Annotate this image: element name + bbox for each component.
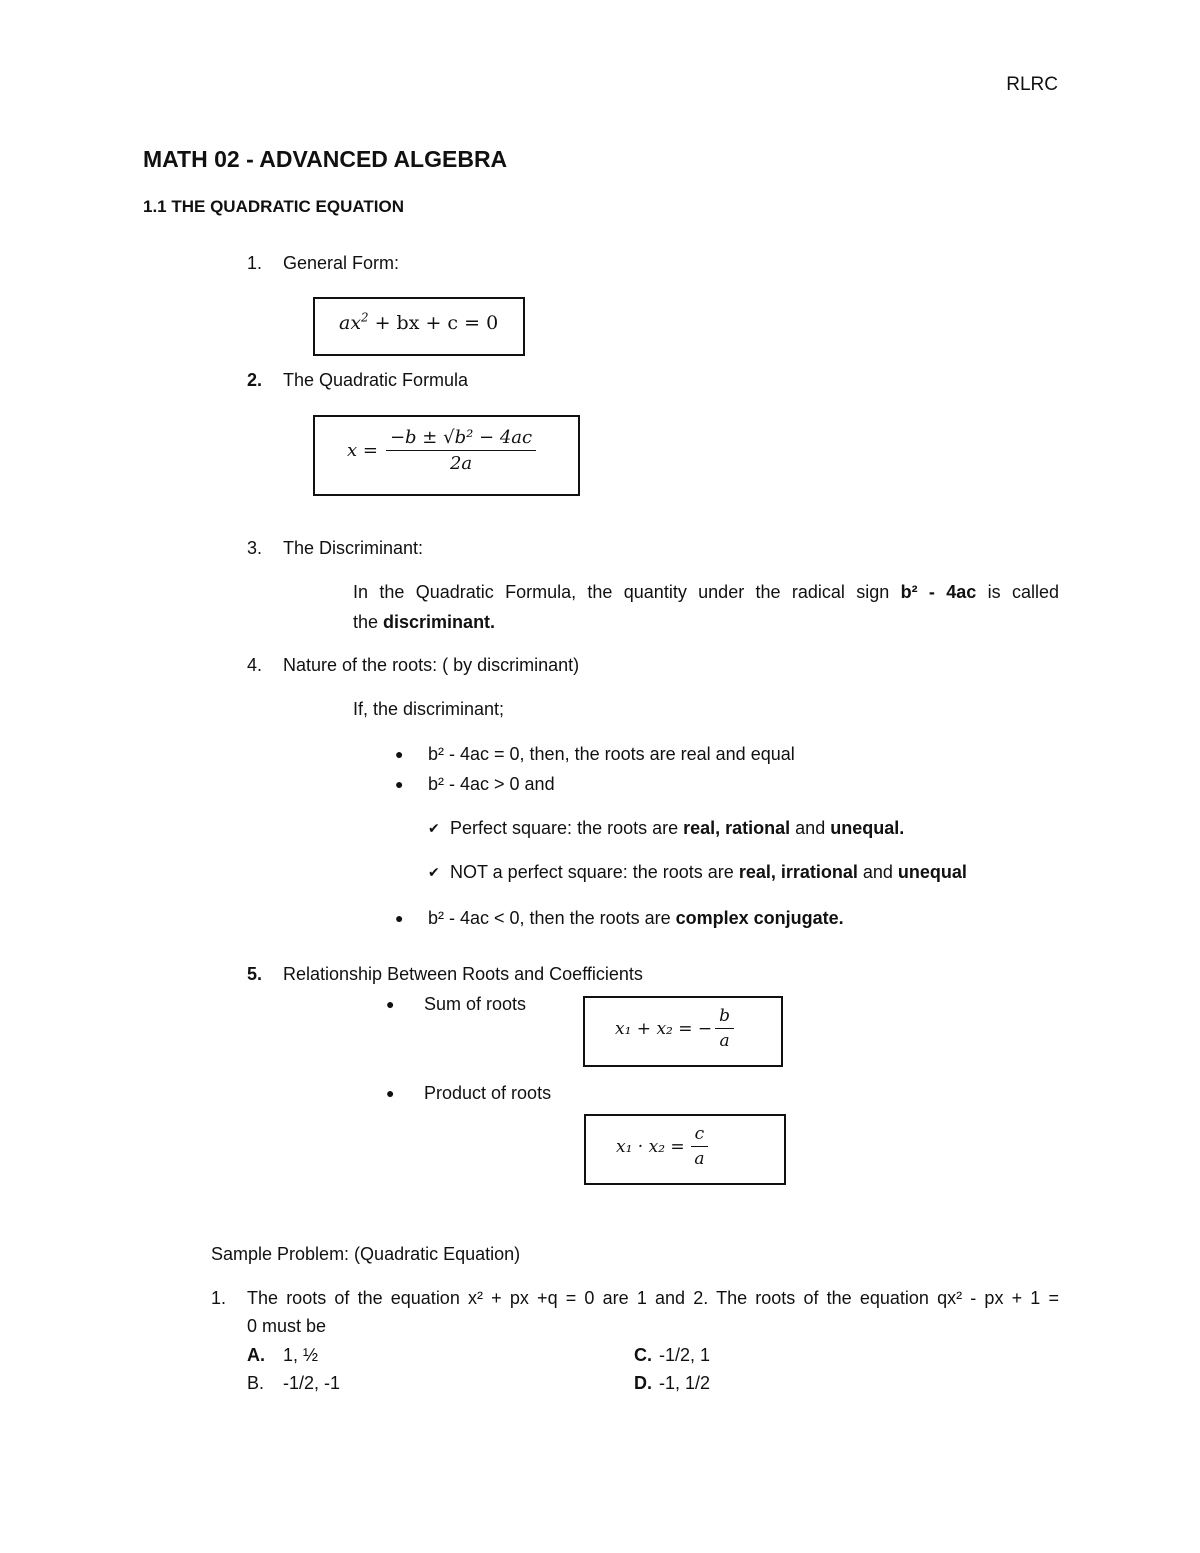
- section-heading: 1.1 THE QUADRATIC EQUATION: [143, 197, 404, 216]
- check-icon: ✔: [428, 820, 440, 836]
- sum-of-roots-label: Sum of roots: [424, 994, 527, 1014]
- choice-letter: B.: [247, 1373, 265, 1393]
- quadratic-formula-box: [313, 415, 580, 496]
- choice-text: -1/2, 1: [659, 1345, 711, 1365]
- sum-formula: x₁ + x₂ = − $\frac{b}{a}$: [615, 1006, 734, 1051]
- bullet-icon: ●: [395, 746, 404, 762]
- product-formula-box: [584, 1114, 786, 1185]
- product-of-roots-label: Product of roots: [424, 1083, 552, 1103]
- item-number: 4.: [247, 655, 263, 675]
- item-label: General Form:: [283, 253, 400, 273]
- choice-text: 1, ½: [283, 1345, 319, 1365]
- header-label: RLRC: [1006, 74, 1058, 95]
- sample-heading: Sample Problem: (Quadratic Equation): [211, 1244, 521, 1264]
- item-number: 2.: [247, 370, 263, 390]
- nature-perfect-square: Perfect square: the roots are real, rational and unequal.: [450, 818, 905, 838]
- bullet-icon: ●: [386, 1085, 395, 1101]
- bullet-icon: ●: [395, 910, 404, 926]
- question-text-line2: 0 must be: [247, 1316, 327, 1336]
- check-icon: ✔: [428, 864, 440, 880]
- bullet-icon: ●: [395, 776, 404, 792]
- nature-bullet-equal: b² - 4ac = 0, then, the roots are real and equal: [428, 744, 795, 764]
- sum-formula-box: [583, 996, 783, 1067]
- item-label: Nature of the roots: ( by discriminant): [283, 655, 580, 675]
- choice-text: -1, 1/2: [659, 1373, 711, 1393]
- choice-letter: D.: [634, 1373, 652, 1393]
- nature-bullet-positive: b² - 4ac > 0 and: [428, 774, 555, 794]
- product-formula: x₁ · x₂ = $\frac{c}{a}$: [616, 1124, 708, 1169]
- nature-not-perfect-square: NOT a perfect square: the roots are real, irrational and unequal: [450, 862, 967, 882]
- choice-letter: C.: [634, 1345, 652, 1365]
- choice-text: -1/2, -1: [283, 1373, 341, 1393]
- item-label: The Quadratic Formula: [283, 370, 469, 390]
- page-title: MATH 02 - ADVANCED ALGEBRA: [143, 146, 508, 172]
- discriminant-text-line1: In the Quadratic Formula, the quantity under the radical sign b² - 4ac is called: [353, 582, 1059, 602]
- item-label: The Discriminant:: [283, 538, 424, 558]
- discriminant-text-line2: the discriminant.: [353, 612, 496, 632]
- item-number: 1.: [247, 253, 263, 273]
- question-number: 1.: [211, 1288, 227, 1308]
- general-form-formula: $ax^2$ + bx + c = 0: [339, 310, 499, 334]
- nature-intro: If, the discriminant;: [353, 699, 505, 719]
- quadratic-formula: x = $\frac{\text{−b ± √b² − 4ac}}{2a}$: [347, 427, 536, 474]
- item-number: 3.: [247, 538, 263, 558]
- choice-letter: A.: [247, 1345, 265, 1365]
- bullet-icon: ●: [386, 996, 395, 1012]
- nature-bullet-negative: b² - 4ac < 0, then the roots are complex conjugate.: [428, 908, 844, 928]
- item-number: 5.: [247, 964, 263, 984]
- item-label: Relationship Between Roots and Coefficients: [283, 964, 643, 984]
- question-text-line1: The roots of the equation x² + px +q = 0 are 1 and 2. The roots of the equation qx² - px + 1 =: [247, 1288, 1059, 1308]
- general-form-box: [313, 297, 525, 356]
